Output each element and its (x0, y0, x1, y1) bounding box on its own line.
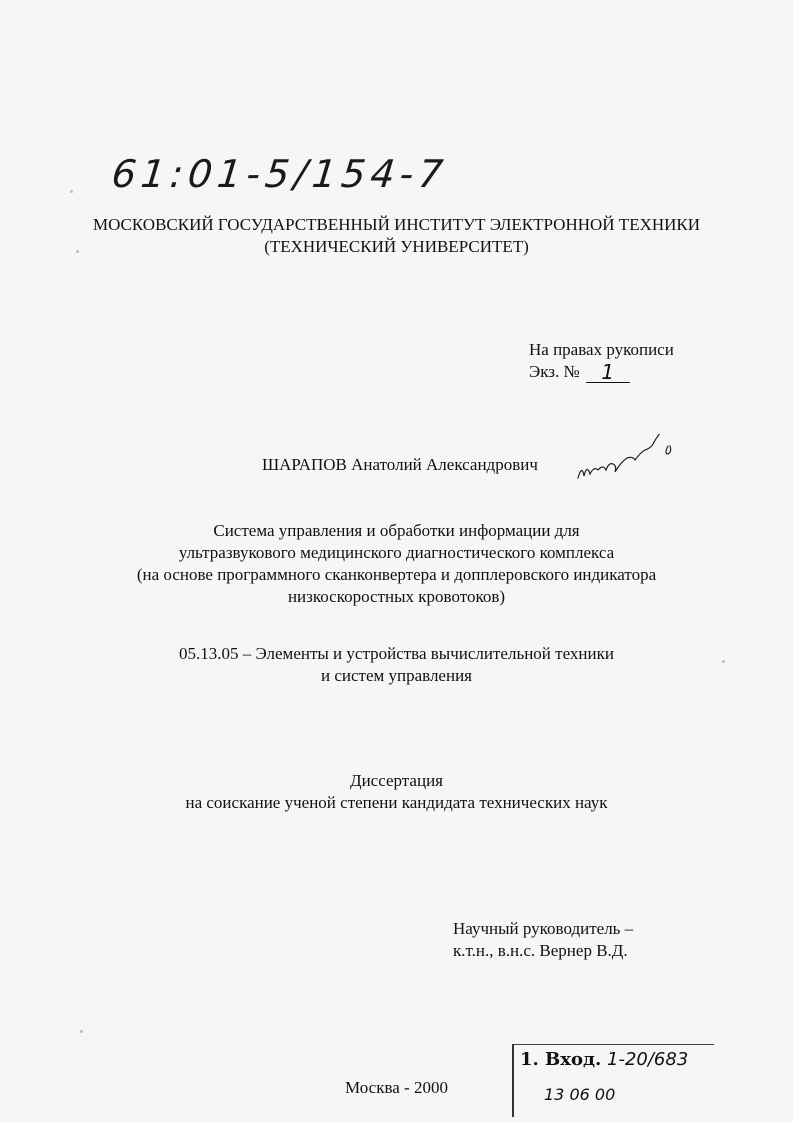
degree-sought: на соискание ученой степени кандидата технических наук (185, 793, 608, 812)
copy-label: Экз. № (529, 362, 580, 381)
paper-speck (80, 1030, 83, 1033)
specialty-name: и систем управления (320, 666, 472, 685)
inbox-number: 1-20/683 (607, 1049, 689, 1070)
archive-number: 61:01-5/154-7 (109, 152, 450, 196)
inbox-stamp-header (520, 1049, 688, 1070)
inbox-label: 1. Вход. (520, 1049, 602, 1070)
paper-speck (76, 250, 79, 253)
inbox-date: 13 06 00 (544, 1085, 616, 1104)
institution-header (0, 214, 793, 258)
institution-subtitle: (ТЕХНИЧЕСКИЙ УНИВЕРСИТЕТ) (264, 237, 529, 256)
dissertation-label: Диссертация (349, 771, 443, 790)
dissertation-type-block (0, 770, 793, 814)
manuscript-rights: На правах рукописи (529, 340, 674, 359)
dissertation-title (0, 520, 793, 608)
scientific-advisor-block (453, 918, 633, 962)
inbox-stamp (512, 1044, 714, 1117)
title-line: (на основе программного сканконвертера и допплеровского индикатора (136, 565, 657, 584)
advisor-label: Научный руководитель – (453, 919, 634, 938)
specialty-block (0, 643, 793, 687)
paper-speck (70, 190, 73, 193)
copy-number-line (529, 361, 674, 383)
institution-name: МОСКОВСКИЙ ГОСУДАРСТВЕННЫЙ ИНСТИТУТ ЭЛЕКТРОННОЙ ТЕХНИКИ (92, 215, 701, 234)
advisor-name: к.т.н., в.н.с. Вернер В.Д. (453, 941, 628, 960)
title-line: низкоскоростных кровотоков) (287, 587, 506, 606)
paper-speck (722, 660, 725, 663)
copy-number: 1 (586, 362, 630, 383)
author-signature (572, 434, 682, 490)
specialty-code: 05.13.05 – Элементы и устройства вычислительной техники (179, 644, 614, 663)
author-name: ШАРАПОВ Анатолий Александрович (262, 455, 538, 474)
title-line: ультразвукового медицинского диагностического комплекса (178, 543, 615, 562)
title-line: Система управления и обработки информации для (213, 521, 580, 540)
manuscript-rights-block (529, 339, 674, 383)
city-year: Москва - 2000 (345, 1078, 448, 1097)
